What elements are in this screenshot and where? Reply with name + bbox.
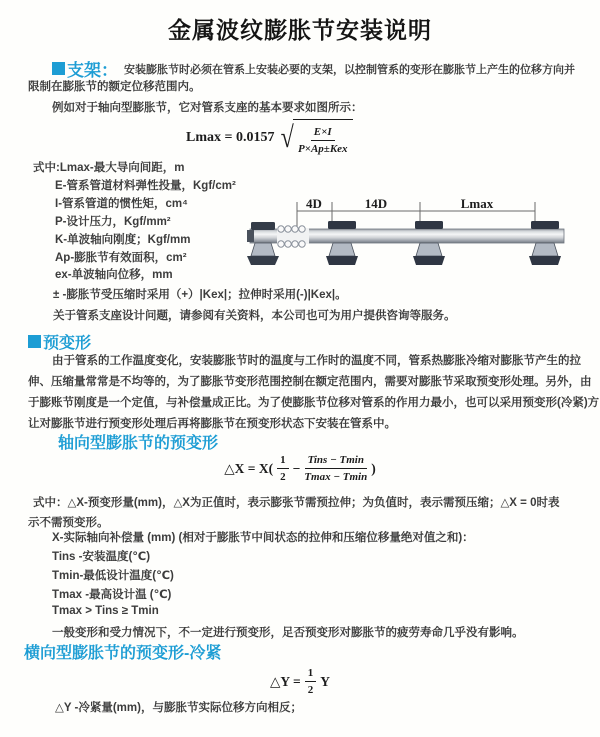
preform-section-heading xyxy=(28,330,91,353)
lateral-def-line: △Y -冷紧量(mm)，与膨胀节实际位移方向相反； xyxy=(55,702,302,714)
def-line: I-管系管道的惯性矩，cm⁴ xyxy=(55,197,188,210)
plus-minus-note: ± -膨胀节受压缩时采用（+）|Kex|；拉伸时采用(-)|Kex|。 xyxy=(53,289,347,301)
preform-para-line3: 于膨账节刚度是一个定值，与补偿量成正比。为了使膨胀节位移对管系的作用力最小，也可以采用预变形(冷紧)方 xyxy=(28,397,600,409)
pipe-support-diagram xyxy=(246,194,598,292)
preform-para-line2: 伸、压缩量常常是不均等的，为了膨胀节变形范围控制在额定范围内，需要对膨胀节采取预变形处理。另外，由 xyxy=(28,376,592,388)
axial-formula-denominator: Tmax − Tmin xyxy=(304,471,368,484)
lateral-formula-half-den: 2 xyxy=(307,684,314,697)
axial-formula xyxy=(224,453,375,485)
axial-note: 一般变形和受力情况下，不一定进行预变形，足否预变形对膨胀节的疲劳寿命几乎没有影响。 xyxy=(52,627,524,639)
axial-formula-half-den: 2 xyxy=(280,471,286,484)
support-heading-label: 支架： xyxy=(67,61,118,80)
axial-def-tmax: Tmax -最高设计温 (℃) xyxy=(52,589,172,601)
dimension-label-lmax: Lmax xyxy=(460,196,494,211)
pipe-end-cap xyxy=(247,230,254,242)
section-marker-square xyxy=(28,335,41,348)
axial-def-x: X-实际轴向补偿量 (mm) (相对于膨胀节中间状态的拉伸和压缩位移量绝对值之和)： xyxy=(52,532,474,544)
axial-formula-minus: − xyxy=(292,460,301,476)
lmax-formula-numerator: E×I xyxy=(311,125,335,141)
lateral-formula-wrap xyxy=(0,666,600,698)
lateral-formula xyxy=(270,666,330,698)
lateral-formula-prefix: △Y = xyxy=(270,673,301,689)
section-marker-square xyxy=(52,62,65,75)
page-title: 金属波纹膨胀节安装说明 xyxy=(168,17,432,43)
axial-formula-numerator: Tins − Tmin xyxy=(305,453,367,469)
def-line: P-设计压力，Kgf/mm² xyxy=(55,215,171,228)
axial-def-tmin: Tmin-最低设计温度(℃) xyxy=(52,570,174,582)
def-line: Ap-膨胀节有效面积，cm² xyxy=(55,251,187,264)
axial-def-tins: Tins -安装温度(℃) xyxy=(52,551,151,563)
dimension-label-14d: 14D xyxy=(364,196,388,211)
bellows xyxy=(277,226,309,247)
anchor-support xyxy=(247,222,279,265)
service-note: 关于管系支座设计问题，请参阅有关资料，本公司也可为用户提供咨询等服务。 xyxy=(53,310,456,322)
axial-formula-prefix: △X = X( xyxy=(224,460,274,476)
lmax-formula-prefix: Lmax = 0.0157 xyxy=(186,129,275,145)
lmax-formula xyxy=(186,119,353,157)
symbol-definitions xyxy=(33,160,236,285)
preform-para-line1: 由于管系的工作温度变化，安装膨胀节时的温度与工作时的温度不同，管系热膨胀冷缩对膨胀节产生的拉 xyxy=(52,355,581,367)
axial-formula-wrap xyxy=(0,453,600,485)
lmax-formula-radicand xyxy=(293,119,353,157)
axial-explain-line1: 式中：△X-预变形量(mm)，△X为正值时，表示膨张节需预拉伸；为负值时，表示需预压缩；△X = 0时表 xyxy=(33,497,560,509)
def-line: E-管系管道材料弹性投量，Kgf/cm² xyxy=(55,179,236,192)
axial-inequality: Tmax > Tins ≥ Tmin xyxy=(52,605,159,617)
axial-subsection-heading: 轴向型膨胀节的预变形 xyxy=(58,435,219,452)
def-line: 式中:Lmax-最大导向间距，m xyxy=(33,162,185,174)
lateral-subsection-heading: 横向型膨胀节的预变形-冷紧 xyxy=(24,645,222,662)
support-intro-line2: 限制在膨胀节的额定位移范围内。 xyxy=(28,81,201,93)
dimension-label-4d: 4D xyxy=(306,196,322,211)
axial-explain-line2: 示不需预变形。 xyxy=(28,517,109,529)
def-line: ex-单波轴向位移，mm xyxy=(55,269,173,282)
preform-heading-label: 预变形 xyxy=(43,335,92,352)
lateral-formula-suffix: Y xyxy=(320,673,330,689)
sqrt-symbol: √ xyxy=(281,121,295,155)
axial-formula-half-num: 1 xyxy=(277,453,289,469)
support-intro-line1: 安装膨胀节时必须在管系上安装必要的支架，以控制管系的变形在膨胀节上产生的位移方向并 xyxy=(124,63,575,76)
support-example-line: 例如对于轴向型膨胀节，它对管系支座的基本要求如图所示： xyxy=(52,102,363,114)
preform-para-line4: 让对膨胀节进行预变形处理后再将膨胀节在预变形状态下安装在管系中。 xyxy=(28,418,396,430)
lmax-formula-denominator: P×Ap±Kex xyxy=(297,143,348,156)
lateral-formula-half-num: 1 xyxy=(305,666,317,682)
def-line: K-单波轴向刚度；Kgf/mm xyxy=(55,233,191,246)
axial-formula-suffix: ) xyxy=(371,460,376,476)
